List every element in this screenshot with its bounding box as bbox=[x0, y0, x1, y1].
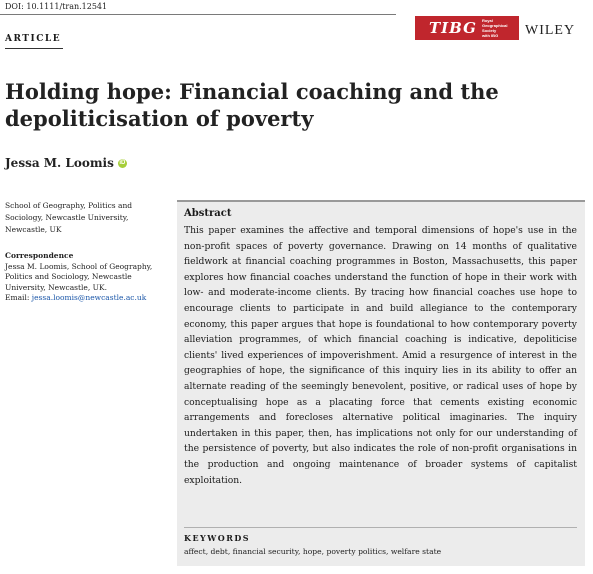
keywords-heading: KEYWORDS bbox=[184, 533, 251, 543]
paper-title: Holding hope: Financial coaching and the depoliticisation of poverty bbox=[5, 79, 499, 131]
abstract-heading: Abstract bbox=[184, 208, 232, 219]
abstract-box bbox=[177, 200, 585, 566]
author-name[interactable]: Jessa M. Loomis bbox=[5, 156, 114, 170]
orcid-icon[interactable]: iD bbox=[119, 159, 126, 166]
header-rule bbox=[0, 14, 396, 15]
article-label-underline bbox=[5, 48, 63, 49]
publisher-logo: WILEY bbox=[525, 23, 576, 38]
correspondence-block bbox=[5, 251, 165, 304]
abstract-text: This paper examines the affective and temporal dimensions of hope's use in the non-profit spaces of poverty governance. Drawing on 14 months of qualitative fieldwork at financial coaching programmes in Boston, Massachusetts, this paper explores how financial coaches understand the function of hope in their work with low- and moderate-income clients. By tracing how financial coaches use hope to encourage clients to participate in and build allegiance to the contemporary economy, this paper argues that hope is foundational to how contemporary poverty alleviation programmes, of which financial coaching is indicative, depoliticise clients' lived experiences of impoverishment. Amid a resurgence of interest in the geographies of hope, the significance of this inquiry lies in its ability to offer an alternate reading of the seemingly benevolent, positive, or radical uses of hope by conceptualising hope as a placating force that cements existing economic arrangements and forecloses alternative political imaginaries. The inquiry undertaken in this paper, then, has implications not only for our understanding of the persistence of poverty, but also indicates the role of non-profit organisations in the production and ongoing maintenance of broader systems of capitalist exploitation. bbox=[184, 225, 577, 486]
correspondence-text: Jessa M. Loomis, School of Geography, Politics and Sociology, Newcastle University, Newcastle, UK. bbox=[5, 261, 153, 292]
email-label: Email: bbox=[5, 293, 30, 302]
email-link[interactable]: jessa.loomis@newcastle.ac.uk bbox=[31, 293, 147, 302]
journal-logo-society: Royal Geographical Society with IBG bbox=[481, 18, 508, 38]
journal-logo-mark: TIBG bbox=[429, 19, 477, 37]
correspondence-email bbox=[5, 293, 165, 304]
article-type-label: ARTICLE bbox=[5, 34, 62, 44]
keywords-list: affect, debt, financial security, hope, poverty politics, welfare state bbox=[184, 547, 442, 556]
journal-logo bbox=[415, 16, 519, 40]
correspondence-heading: Correspondence bbox=[5, 251, 74, 260]
author-line bbox=[5, 156, 127, 170]
affiliation: School of Geography, Politics and Sociology, Newcastle University, Newcastle, UK bbox=[5, 201, 133, 234]
keywords-divider bbox=[184, 527, 577, 528]
doi-text: DOI: 10.1111/tran.12541 bbox=[5, 2, 108, 11]
